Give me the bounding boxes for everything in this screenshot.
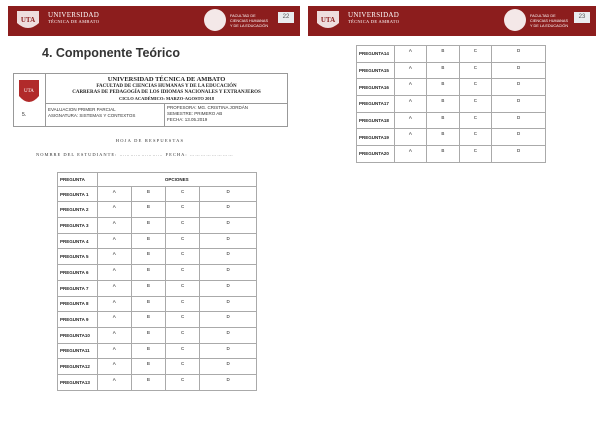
option-cell[interactable]: C bbox=[166, 280, 200, 296]
table-row bbox=[58, 374, 257, 390]
question-label: PREGUNTA14 bbox=[357, 46, 395, 63]
info-cycle: CICLO ACADÉMICO: MARZO-AGOSTO 2018 bbox=[118, 96, 215, 101]
option-cell[interactable]: C bbox=[459, 112, 492, 129]
option-cell[interactable]: A bbox=[97, 312, 131, 328]
exam-info-box bbox=[13, 73, 288, 127]
option-cell[interactable]: C bbox=[166, 265, 200, 281]
option-cell[interactable]: B bbox=[131, 265, 165, 281]
option-cell[interactable]: D bbox=[200, 296, 257, 312]
option-cell[interactable]: A bbox=[394, 112, 427, 129]
faculty-name: FACULTAD DE CIENCIAS HUMANAS Y DE LA EDUCACIÓN bbox=[530, 14, 569, 28]
table-row bbox=[58, 233, 257, 249]
option-cell[interactable]: A bbox=[394, 146, 427, 163]
option-cell[interactable]: A bbox=[97, 249, 131, 265]
option-cell[interactable]: B bbox=[131, 327, 165, 343]
info-title: UNIVERSIDAD TÉCNICA DE AMBATO bbox=[107, 76, 226, 83]
info-date: FECHA: 13.05.2019 bbox=[167, 117, 208, 122]
option-cell[interactable]: D bbox=[492, 129, 546, 146]
table-row bbox=[357, 62, 546, 79]
faculty-name: FACULTAD DE CIENCIAS HUMANAS Y DE LA EDUCACIÓN bbox=[230, 14, 269, 28]
option-cell[interactable]: D bbox=[200, 249, 257, 265]
option-cell[interactable]: D bbox=[492, 79, 546, 96]
option-cell[interactable]: D bbox=[492, 96, 546, 113]
option-cell[interactable]: D bbox=[200, 233, 257, 249]
question-label: PREGUNTA17 bbox=[357, 96, 395, 113]
table-row bbox=[357, 129, 546, 146]
info-faculty: FACULTAD DE CIENCIAS HUMANAS Y DE LA EDUCACIÓN bbox=[96, 84, 237, 89]
option-cell[interactable]: A bbox=[97, 202, 131, 218]
option-cell[interactable]: D bbox=[200, 202, 257, 218]
table-row bbox=[58, 265, 257, 281]
option-cell[interactable]: A bbox=[97, 186, 131, 202]
option-cell[interactable]: A bbox=[394, 129, 427, 146]
header-banner bbox=[308, 6, 596, 36]
faculty-seal-icon bbox=[204, 9, 226, 31]
table-row bbox=[58, 327, 257, 343]
info-teacher: PROFESORA: MG. CRISTINA JORDÁN bbox=[167, 105, 249, 110]
option-cell[interactable]: D bbox=[200, 280, 257, 296]
option-cell[interactable]: C bbox=[166, 312, 200, 328]
answer-table-right bbox=[356, 45, 546, 163]
option-cell[interactable]: A bbox=[97, 343, 131, 359]
question-label: PREGUNTA 3 bbox=[58, 218, 98, 234]
header-options: OPCIONES bbox=[97, 173, 256, 187]
table-row bbox=[58, 249, 257, 265]
option-cell[interactable]: B bbox=[427, 62, 460, 79]
question-label: PREGUNTA10 bbox=[58, 327, 98, 343]
table-row bbox=[58, 312, 257, 328]
option-cell[interactable]: C bbox=[459, 129, 492, 146]
option-cell[interactable]: B bbox=[131, 359, 165, 375]
question-label: PREGUNTA 2 bbox=[58, 202, 98, 218]
header-question: PREGUNTA bbox=[58, 173, 98, 187]
option-cell[interactable]: B bbox=[427, 79, 460, 96]
option-cell[interactable]: B bbox=[427, 112, 460, 129]
faculty-seal-icon bbox=[504, 9, 526, 31]
question-label: PREGUNTA12 bbox=[58, 359, 98, 375]
university-name: UNIVERSIDAD TÉCNICA DE AMBATO bbox=[348, 11, 400, 24]
option-cell[interactable]: C bbox=[166, 218, 200, 234]
question-number: 5. bbox=[22, 112, 27, 118]
table-row bbox=[58, 296, 257, 312]
svg-text:UTA: UTA bbox=[24, 89, 34, 94]
option-cell[interactable]: C bbox=[166, 359, 200, 375]
option-cell[interactable]: A bbox=[394, 96, 427, 113]
table-row bbox=[357, 146, 546, 163]
section-heading: 4. Componente Teórico bbox=[42, 46, 180, 60]
option-cell[interactable]: A bbox=[97, 296, 131, 312]
question-label: PREGUNTA18 bbox=[357, 112, 395, 129]
option-cell[interactable]: B bbox=[427, 46, 460, 63]
option-cell[interactable]: B bbox=[131, 186, 165, 202]
option-cell[interactable]: C bbox=[166, 233, 200, 249]
question-label: PREGUNTA 4 bbox=[58, 233, 98, 249]
info-semester: SEMESTRE: PRIMERO AB bbox=[167, 111, 223, 116]
university-shield-icon bbox=[17, 78, 41, 108]
table-row bbox=[357, 46, 546, 63]
question-label: PREGUNTA13 bbox=[58, 374, 98, 390]
question-label: PREGUNTA 6 bbox=[58, 265, 98, 281]
info-eval: EVALUACION PRIMER PARCIAL bbox=[48, 107, 116, 112]
option-cell[interactable]: A bbox=[97, 233, 131, 249]
option-cell[interactable]: B bbox=[131, 312, 165, 328]
option-cell[interactable]: D bbox=[200, 265, 257, 281]
option-cell[interactable]: B bbox=[427, 129, 460, 146]
question-label: PREGUNTA11 bbox=[58, 343, 98, 359]
option-cell[interactable]: B bbox=[427, 96, 460, 113]
option-cell[interactable]: C bbox=[459, 62, 492, 79]
option-cell[interactable]: D bbox=[200, 327, 257, 343]
question-label: PREGUNTA 7 bbox=[58, 280, 98, 296]
question-label: PREGUNTA20 bbox=[357, 146, 395, 163]
option-cell[interactable]: D bbox=[200, 218, 257, 234]
option-cell[interactable]: C bbox=[166, 186, 200, 202]
option-cell[interactable]: B bbox=[131, 343, 165, 359]
table-row bbox=[58, 280, 257, 296]
option-cell[interactable]: A bbox=[394, 46, 427, 63]
question-label: PREGUNTA 8 bbox=[58, 296, 98, 312]
option-cell[interactable]: C bbox=[459, 79, 492, 96]
question-label: PREGUNTA19 bbox=[357, 129, 395, 146]
option-cell[interactable]: A bbox=[97, 327, 131, 343]
table-row bbox=[58, 202, 257, 218]
option-cell[interactable]: B bbox=[131, 249, 165, 265]
option-cell[interactable]: D bbox=[492, 112, 546, 129]
option-cell[interactable]: C bbox=[459, 46, 492, 63]
option-cell[interactable]: C bbox=[166, 327, 200, 343]
table-row bbox=[357, 96, 546, 113]
option-cell[interactable]: A bbox=[97, 265, 131, 281]
university-name: UNIVERSIDAD TÉCNICA DE AMBATO bbox=[48, 11, 100, 24]
table-row bbox=[58, 359, 257, 375]
option-cell[interactable]: C bbox=[166, 202, 200, 218]
option-cell[interactable]: C bbox=[166, 374, 200, 390]
info-subject: ASIGNATURA: SISTEMAS Y CONTEXTOS bbox=[48, 113, 136, 118]
option-cell[interactable]: B bbox=[427, 146, 460, 163]
table-row bbox=[58, 343, 257, 359]
option-cell[interactable]: A bbox=[97, 218, 131, 234]
question-label: PREGUNTA15 bbox=[357, 62, 395, 79]
table-row bbox=[357, 79, 546, 96]
option-cell[interactable]: D bbox=[200, 186, 257, 202]
option-cell[interactable]: B bbox=[131, 280, 165, 296]
page-number: 22 bbox=[278, 12, 294, 23]
svg-text:UTA: UTA bbox=[320, 16, 336, 24]
option-cell[interactable]: B bbox=[131, 202, 165, 218]
uta-logo-icon bbox=[14, 9, 42, 33]
question-label: PREGUNTA 1 bbox=[58, 186, 98, 202]
page-number: 23 bbox=[574, 12, 590, 23]
option-cell[interactable]: A bbox=[97, 374, 131, 390]
option-cell[interactable]: C bbox=[166, 296, 200, 312]
table-row bbox=[58, 186, 257, 202]
option-cell[interactable]: B bbox=[131, 374, 165, 390]
question-label: PREGUNTA 5 bbox=[58, 249, 98, 265]
uta-logo-icon bbox=[314, 9, 342, 33]
option-cell[interactable]: B bbox=[131, 233, 165, 249]
option-cell[interactable]: A bbox=[394, 79, 427, 96]
question-label: PREGUNTA 9 bbox=[58, 312, 98, 328]
option-cell[interactable]: D bbox=[200, 374, 257, 390]
option-cell[interactable]: D bbox=[200, 343, 257, 359]
info-career: CARRERAS DE PEDAGOGÍA DE LOS IDIOMAS NACIONALES Y EXTRANJEROS bbox=[72, 90, 261, 95]
option-cell[interactable]: D bbox=[492, 62, 546, 79]
option-cell[interactable]: C bbox=[459, 146, 492, 163]
table-row bbox=[58, 218, 257, 234]
option-cell[interactable]: B bbox=[131, 218, 165, 234]
option-cell[interactable]: D bbox=[200, 359, 257, 375]
svg-text:UTA: UTA bbox=[20, 16, 36, 24]
table-row bbox=[357, 112, 546, 129]
option-cell[interactable]: A bbox=[394, 62, 427, 79]
option-cell[interactable]: C bbox=[166, 343, 200, 359]
answer-table-left bbox=[57, 172, 257, 391]
header-banner bbox=[8, 6, 300, 36]
student-name-line: NOMBRE DEL ESTUDIANTE: …………………… FECHA: …………………… bbox=[36, 152, 234, 157]
option-cell[interactable]: C bbox=[459, 96, 492, 113]
option-cell[interactable]: C bbox=[166, 249, 200, 265]
option-cell[interactable]: A bbox=[97, 280, 131, 296]
option-cell[interactable]: D bbox=[492, 146, 546, 163]
option-cell[interactable]: D bbox=[200, 312, 257, 328]
option-cell[interactable]: B bbox=[131, 296, 165, 312]
table-header-row bbox=[58, 173, 257, 187]
option-cell[interactable]: A bbox=[97, 359, 131, 375]
option-cell[interactable]: D bbox=[492, 46, 546, 63]
question-label: PREGUNTA16 bbox=[357, 79, 395, 96]
answer-sheet-title: HOJA DE RESPUESTAS bbox=[115, 138, 185, 143]
